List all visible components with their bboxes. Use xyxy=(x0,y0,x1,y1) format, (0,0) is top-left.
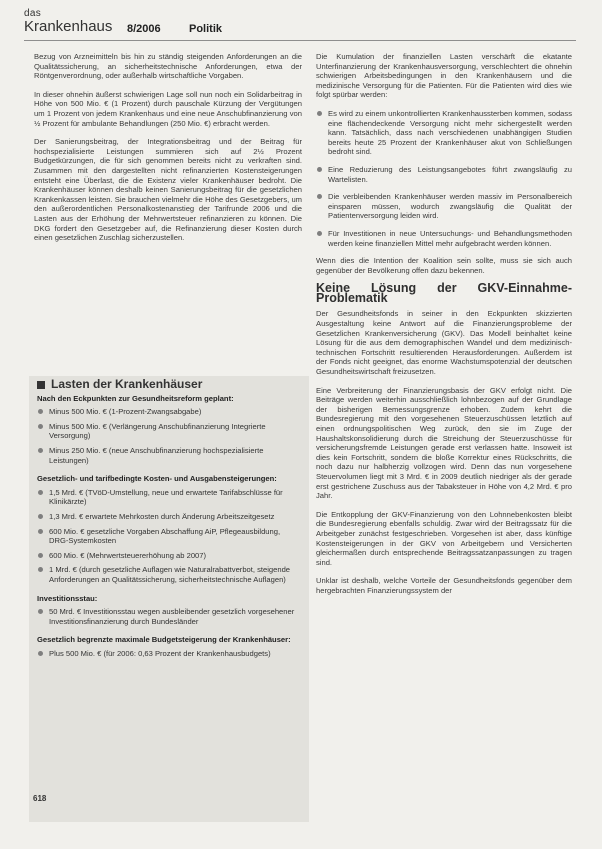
box-list-item xyxy=(37,527,299,546)
paragraph: Eine Verbreiterung der Finanzierungsbasis der GKV erfolgt nicht. Die Beiträge werden weiterhin ausschließlich lohnbezogen auf der Grundlage der bisherigen Bemessungsgrenze erhoben. Zudem kehrt die Bundesregierung mit den vorgesehenen Steuerzuschüssen letztlich auf einen ordnungspolitischen Weg zurück, den sie im Zuge der Haushaltskonsolidierung durch die Streichung der Steuerzuschüsse für versicherungsfremde Leistungen gerade erst verlassen hatte. Insoweit ist dies kein Fortschritt, sondern die bloße Korrektur eines Rückschritts, die noch dazu nur halbherzig vollzogen wird. Denn das nun vorgesehene Steuervolumen liegt mit 3 Mrd. € in 2009 deutlich niedriger als der gerade erst gestrichene Zuschuss aus der Tabaksteuer in Höhe von 4,2 Mrd. € pro Jahr. xyxy=(316,385,572,501)
info-box-content xyxy=(37,377,299,663)
section-heading: Keine Lösung der GKV-Einnahme-Problematik xyxy=(316,281,572,305)
list-item xyxy=(316,229,572,248)
box-item-text: Minus 500 Mio. € (1-Prozent-Zwangsabgabe) xyxy=(49,407,202,417)
info-box-title-text: Lasten der Krankenhäuser xyxy=(51,377,203,391)
logo-text: Krankenhaus xyxy=(24,18,113,35)
page-number: 618 xyxy=(33,794,47,803)
bullet-icon xyxy=(317,111,322,116)
bullet-icon xyxy=(38,567,43,572)
bullet-icon xyxy=(317,167,322,172)
bullet-icon xyxy=(38,448,43,453)
box-list-item xyxy=(37,488,299,507)
bullet-icon xyxy=(38,424,43,429)
bullet-icon xyxy=(38,609,43,614)
square-bullet-icon xyxy=(37,381,45,389)
box-list-item xyxy=(37,649,299,659)
bullet-icon xyxy=(317,231,322,236)
list-item xyxy=(316,165,572,184)
paragraph: Die Entkopplung der GKV-Finanzierung von den Lohnnebenkosten bleibt die Bundesregierung ebenfalls schuldig. Zwar wird der Beitragssatz für die Arbeitgeber zunächst festgeschrieben. Vorgesehen ist aber, dass künftige Kostensteigerungen in der GKV von Arbeitgebern und Versicherten gleichermaßen durch entsprechende Beitragssatzanpassungen zu tragen sind. xyxy=(316,509,572,567)
info-box-burdens xyxy=(29,376,309,822)
box-list-item xyxy=(37,446,299,465)
box-item-text: 1,5 Mrd. € (TVöD-Umstellung, neue und erwartete Tarifabschlüsse für Klinikärzte) xyxy=(49,487,283,507)
box-item-text: 600 Mio. € (Mehrwertsteuererhöhung ab 2007) xyxy=(49,550,207,560)
box-item-text: 600 Mio. € gesetzliche Vorgaben Abschaffung AiP, Pflegeausbildung, DRG-Systemkosten xyxy=(49,526,281,546)
paragraph: In dieser ohnehin äußerst schwierigen Lage soll nun noch ein Solidarbeitrag in Höhe von 500 Mio. € (1 Prozent) durch pauschale Kürzung der Vergütungen um 1 Prozent von jedem Krankenhaus und eine neue Anschubfinanzierung von ½ Prozent für ambulante Behandlungen (250 Mio. €) erbracht werden. xyxy=(34,89,302,128)
box-list-item xyxy=(37,551,299,561)
bullet-icon xyxy=(38,651,43,656)
box-item-text: 1 Mrd. € (durch gesetzliche Auflagen wie Naturalrabattverbot, steigende Anforderungen an Qualitätssicherung, sicherheitstechnische Auflagen) xyxy=(49,565,291,584)
box-section-heading: Investitionsstau: xyxy=(37,593,98,603)
paragraph: Unklar ist deshalb, welche Vorteile der Gesundheitsfonds gegenüber dem hergebrachten Finanzierungssystem der xyxy=(316,576,572,595)
info-box-title xyxy=(37,377,299,391)
paragraph: Bezug von Arzneimitteln bis hin zu ständig steigenden Anforderungen an die Qualitätssicherung, an sicherheitstechnische Anforderungen, etwa der Röntgenverordnung, oder außerhalb wirtschaftliche Vorgaben. xyxy=(34,52,302,81)
box-item-text: Minus 250 Mio. € (neue Anschubfinanzierung hochspezialisierte Leistungen) xyxy=(49,445,264,465)
left-column xyxy=(34,52,302,252)
section-name: Politik xyxy=(189,23,223,35)
bullet-icon xyxy=(38,514,43,519)
bullet-icon xyxy=(38,529,43,534)
paragraph: Die Kumulation der finanziellen Lasten verschärft die ekatante Unterfinanzierung der Krankenhausversorgung, verschlechtert die ohnehin schwierigen Arbeitsbedingungen in den Krankenhäusern und die medizinische Versorgung für die Patienten. Für die Patienten wird dies wie folgt spürbar werden: xyxy=(316,52,572,100)
list-item xyxy=(316,109,572,157)
list-item-text: Es wird zu einem unkontrollierten Krankenhaussterben kommen, sodass eine flächendeckende Versorgung nicht mehr sichergestellt werden kann. Tatsächlich, dass nach verschiedenen unabhängigen Studien bereits heute 25 Prozent der Krankenhäuser akut von Schließungen bedroht sind. xyxy=(328,108,572,157)
box-item-text: Minus 500 Mio. € (Verlängerung Anschubfinanzierung Integrierte Versorgung) xyxy=(49,421,266,441)
list-item xyxy=(316,192,572,221)
bullet-icon xyxy=(38,490,43,495)
box-section-heading: Nach den Eckpunkten zur Gesundheitsreform geplant: xyxy=(37,393,234,403)
list-item-text: Für Investitionen in neue Untersuchungs- und Behandlungsmethoden werden keine finanziellen Mittel mehr aufgebracht werden können. xyxy=(328,228,572,248)
bullet-icon xyxy=(38,553,43,558)
paragraph: Der Gesundheitsfonds in seiner in den Eckpunkten skizzierten Ausgestaltung keine Antwort auf die Finanzierungsprobleme der Gesetzlichen Krankenversicherung (GKV). Das Modell beinhaltet keine Lösung für die aus dem demographischen Wandel und dem medizinisch-technischen Fortschritt resultierenden Herausforderungen. Außerdem ist der Fonds nicht geeignet, das enorme Wachstumspotenzial der deutschen Gesundheitswirtschaft freizusetzen. xyxy=(316,309,572,377)
box-list-item xyxy=(37,565,299,584)
list-item-text: Eine Reduzierung des Leistungsangebotes führt zwangsläufig zu Wartelisten. xyxy=(328,164,572,184)
bullet-icon xyxy=(317,194,322,199)
box-section-heading: Gesetzlich begrenzte maximale Budgetsteigerung der Krankenhäuser: xyxy=(37,635,291,645)
box-item-text: 50 Mrd. € Investitionsstau wegen ausbleibender gesetzlich vorgesehener Investitionsfinanzierung durch Bundesländer xyxy=(49,607,295,626)
page-header xyxy=(24,8,584,42)
paragraph: Wenn dies die Intention der Koalition sein sollte, muss sie sich auch gegenüber der Bevölkerung offen dazu bekennen. xyxy=(316,256,572,275)
right-column xyxy=(316,52,572,605)
box-list-item xyxy=(37,607,299,626)
list-item-text: Die verbleibenden Krankenhäuser werden massiv im Personalbereich einsparen müssen, wodurch zwangsläufig die Qualität der Patientenversorgung leiden wird. xyxy=(328,192,572,221)
header-divider xyxy=(24,40,576,41)
box-list-item xyxy=(37,407,299,417)
paragraph: Der Sanierungsbeitrag, der Integrationsbeitrag und der Beitrag für hochspezialisierte Leistungen summieren sich auf 2½ Prozent Budgetkürzungen, die für sich genommen bereits nicht zu verkraften sind. Zusammen mit den dargestellten nicht refinanzierten Kostensteigerungen entsteht eine Überlast, die die Existenz vieler Krankenhäuser bedroht. Die Krankenhäuser können deshalb keinen Sanierungsbeitrag für die gesetzlichen Krankenkassen leisten. Sie brauchen vielmehr die Höhe des Gesetzgebers, um den außerordentlichen Personalkostenanstieg der Tarifrunde 2006 und die Lasten aus der Erhöhung der Mehrwertsteuer refinanzieren zu können. Die DKG fordert den Gesetzgeber auf, die Refinanzierung dieser Kosten durch einen gesetzlichen Zuschlag sicherzustellen. xyxy=(34,137,302,243)
bullet-icon xyxy=(38,409,43,414)
box-item-text: Plus 500 Mio. € (für 2006: 0,63 Prozent der Krankenhausbudgets) xyxy=(49,648,271,658)
logo-small-text: das xyxy=(24,8,42,19)
box-section-heading: Gesetzlich- und tarifbedingte Kosten- und Ausgabensteigerungen: xyxy=(37,474,277,484)
box-list-item xyxy=(37,512,299,522)
box-item-text: 1,3 Mrd. € erwartete Mehrkosten durch Änderung Arbeitszeitgesetz xyxy=(49,511,275,521)
issue-number: 8/2006 xyxy=(127,23,161,35)
box-list-item xyxy=(37,422,299,441)
